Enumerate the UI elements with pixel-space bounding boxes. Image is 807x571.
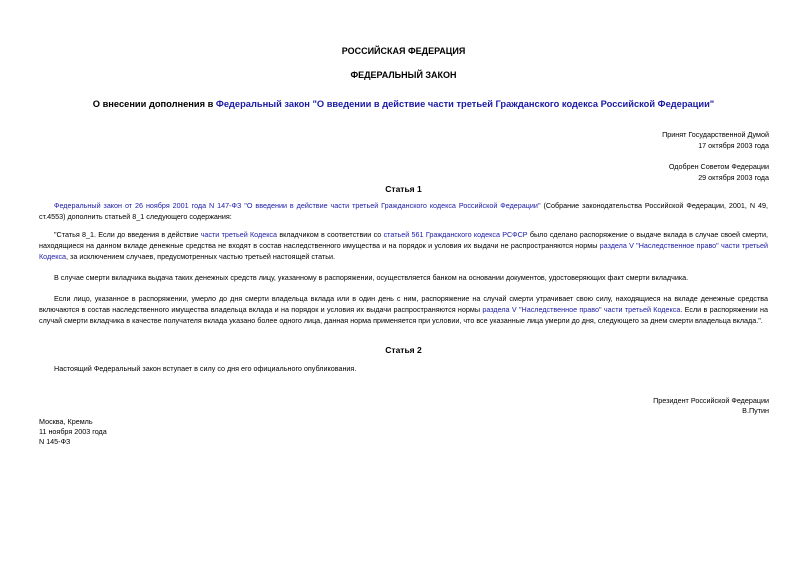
article-2-heading: Статья 2	[385, 345, 422, 355]
article-1-paragraph-text: (Собрание законодательства Российской Федерации, 2001, N 49, ст.4553) дополнить статьей 8_1 следующего содержания:	[39, 201, 768, 221]
signatory-position: Президент Российской Федерации	[653, 396, 769, 405]
law-title-prefix: О внесении дополнения в	[92, 99, 216, 109]
q1-text-d: , за исключением случаев, предусмотренных частью третьей настоящей статьи.	[66, 252, 336, 261]
doc-type-heading: ФЕДЕРАЛЬНЫЙ ЗАКОН	[350, 70, 457, 80]
duma-adoption-date: 17 октября 2003 года	[698, 141, 769, 150]
section-v-inheritance-link-2[interactable]: раздела V "Наследственное право" части третьей Кодекса	[482, 305, 681, 314]
quoted-article-paragraph-2: В случае смерти вкладчика выдача таких денежных средств лицу, указанному в распоряжении, осуществляется банком на основании документов, удостоверяющих факт смерти вкладчика.	[54, 273, 689, 282]
q1-text-a: "Статья 8_1. Если до введения в действие	[54, 230, 201, 239]
quoted-article-paragraph-3	[39, 293, 768, 326]
law-title-link[interactable]: Федеральный закон "О введении в действие части третьей Гражданского кодекса Российской Федерации"	[215, 99, 715, 109]
article-1-paragraph	[39, 200, 768, 222]
article-2-paragraph: Настоящий Федеральный закон вступает в силу со дня его официального опубликования.	[54, 364, 357, 373]
quoted-article-paragraph-1	[39, 229, 768, 262]
article-1-heading: Статья 1	[385, 184, 422, 194]
signing-date: 11 ноября 2003 года	[39, 427, 107, 436]
rsfsr-article-561-link[interactable]: статьей 561 Гражданского кодекса РСФСР	[383, 230, 528, 239]
signing-place: Москва, Кремль	[39, 417, 93, 426]
federal-law-147-link[interactable]: Федеральный закон от 26 ноября 2001 года N 147-ФЗ "О введении в действие части третьей Гражданского кодекса Российской Федерации"	[54, 201, 541, 210]
q1-text-c: было сделано распоряжение о выдаче вклада в случае своей смерти, находящиеся на данном вкладе денежные средства не входят в состав наследственного имущества и на порядок и условия их выдачи не распространяются нормы	[39, 230, 768, 250]
duma-adoption-label: Принят Государственной Думой	[662, 130, 769, 139]
q3-text-b: . Если в распоряжении на случай смерти вкладчика в качестве получателя вклада указано более одного лица, данная норма применяется при условии, что все указанные лица умерли до дня, следующего за днем смерти владельца вклада.".	[39, 305, 768, 325]
q1-text-b: вкладчиком в соответствии со	[277, 230, 384, 239]
council-approval-date: 29 октября 2003 года	[698, 173, 769, 182]
q3-text-a: Если лицо, указанное в распоряжении, умерло до дня смерти владельца вклада или в один день с ним, распоряжение на случай смерти утрачивает свою силу, находящиеся на вкладе денежные средства включаются в состав наследственного имущества владельца вклада и на порядок и условия их выдачи распространяются нормы	[39, 294, 768, 314]
section-v-inheritance-link[interactable]: раздела V "Наследственное право" части третьей Кодекса	[39, 241, 769, 261]
law-number: N 145-ФЗ	[39, 437, 71, 446]
signatory-name: В.Путин	[742, 406, 769, 415]
law-title	[0, 99, 807, 109]
council-approval-label: Одобрен Советом Федерации	[668, 162, 769, 171]
country-heading: РОССИЙСКАЯ ФЕДЕРАЦИЯ	[341, 46, 466, 56]
part-three-code-link[interactable]: части третьей Кодекса	[200, 230, 278, 239]
